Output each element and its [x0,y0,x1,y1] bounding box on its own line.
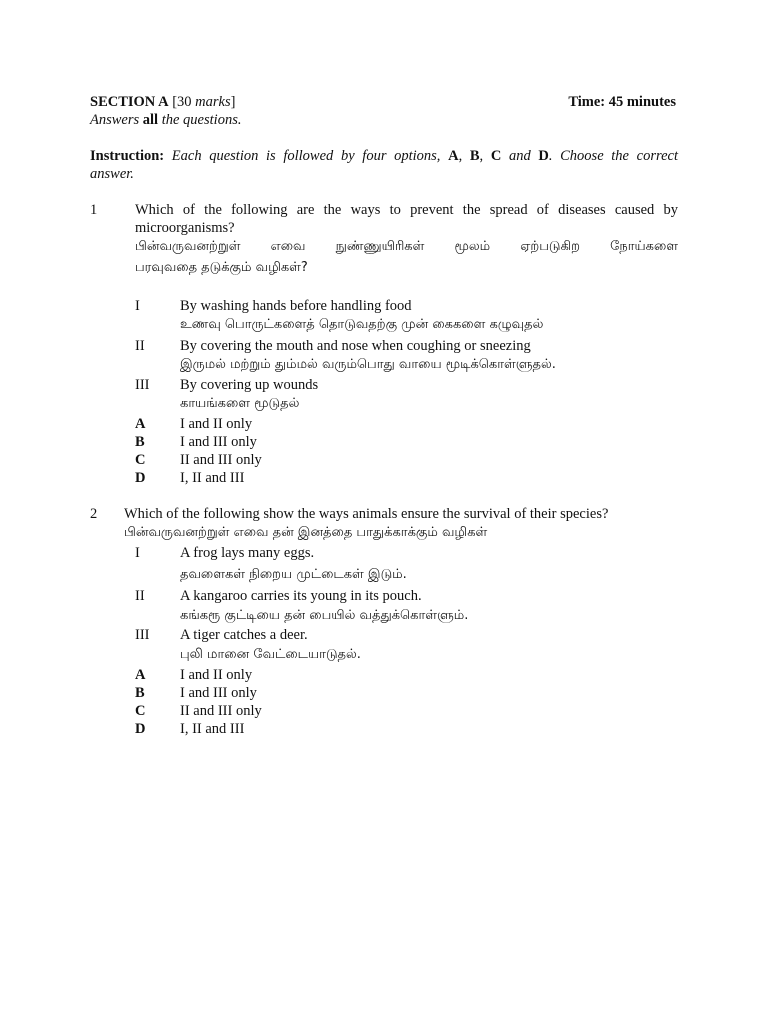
q2-stem: Which of the following show the ways animals ensure the survival of their species? [124,506,609,522]
q2-option-text: II and III only [180,703,262,719]
section-label: SECTION A [90,94,169,110]
q2-option-letter: B [135,685,145,701]
q1-tamil-line-1: பின்வருவனற்றுள் எவை நுண்ணுயிரிகள் மூலம் ஏற்படுகிற நோய்களை [135,239,678,254]
q1-item-roman: II [135,338,145,354]
instruction-text-1: Each question is followed by four options, [164,148,449,164]
q1-stem-line-2: microorganisms? [135,220,235,236]
q2-item-tamil: தவளைகள் நிறைய முட்டைகள் இடும். [180,567,407,582]
q1-option-letter: D [135,470,146,486]
instruction-opt-b: B [469,148,480,164]
q1-item-text: By covering the mouth and nose when coughing or sneezing [180,338,531,354]
section-heading [90,93,235,111]
q2-item-roman: III [135,627,150,643]
answers-post: the questions. [158,112,242,128]
q1-number: 1 [90,202,98,218]
q1-item-text: By washing hands before handling food [180,298,412,314]
q2-option-text: I, II and III [180,721,245,737]
q1-option-text: II and III only [180,452,262,468]
instruction-opt-d: D [538,148,549,164]
marks-word: marks [195,94,231,110]
q1-option-letter: C [135,452,146,468]
marks-open: [30 [172,94,196,110]
q2-item-text: A frog lays many eggs. [180,545,315,561]
q1-item-tamil: உணவு பொருட்களைத் தொடுவதற்கு முன் கைகளை கழுவுதல் [180,317,544,332]
q1-item-roman: I [135,298,140,314]
q2-option-letter: C [135,703,146,719]
q2-item-roman: II [135,588,145,604]
q2-tamil-stem: பின்வருவனற்றுள் எவை தன் இனத்தை பாதுக்காக்கும் வழிகள் [124,525,488,540]
instruction-line-1 [90,147,678,165]
q2-item-tamil: புலி மானை வேட்டையாடுதல். [180,647,361,662]
q2-item-text: A tiger catches a deer. [180,627,308,643]
marks-close: ] [230,94,236,110]
instruction-and: and [501,148,539,164]
q1-option-text: I, II and III [180,470,245,486]
q1-item-roman: III [135,377,150,393]
q1-item-tamil: இருமல் மற்றும் தும்மல் வரும்பொது வாயை மூடிக்கொள்ளுதல். [180,357,556,372]
q2-option-letter: D [135,721,146,737]
q2-item-tamil: கங்கரூ குட்டியை தன் பையில் வத்துக்கொள்ளும். [180,608,469,623]
answers-instruction [90,111,241,129]
q1-option-letter: A [135,416,146,432]
time-label: Time: 45 minutes [568,94,676,110]
q1-tamil-line-2: பரவுவதை தடுக்கும் வழிகள்? [135,260,308,275]
instruction-label: Instruction: [90,148,165,164]
q1-option-text: I and III only [180,434,257,450]
answers-all: all [142,112,159,128]
q1-item-text: By covering up wounds [180,377,319,393]
q1-stem-line-1: Which of the following are the ways to prevent the spread of diseases caused by [135,202,678,218]
q2-option-text: I and III only [180,685,257,701]
q2-option-text: I and II only [180,667,253,683]
q2-item-text: A kangaroo carries its young in its pouch. [180,588,422,604]
instruction-comma: , [479,148,491,164]
instruction-comma: , [458,148,470,164]
q2-item-roman: I [135,545,140,561]
instruction-opt-a: A [448,148,459,164]
instruction-text-2: . Choose the correct [548,148,678,164]
instruction-opt-c: C [490,148,502,164]
q2-option-letter: A [135,667,146,683]
q2-number: 2 [90,506,98,522]
q1-option-text: I and II only [180,416,253,432]
q1-option-letter: B [135,434,145,450]
answers-pre: Answers [90,112,143,128]
instruction-line-2: answer. [90,166,134,182]
q1-item-tamil: காயங்களை மூடுதல் [180,396,300,411]
